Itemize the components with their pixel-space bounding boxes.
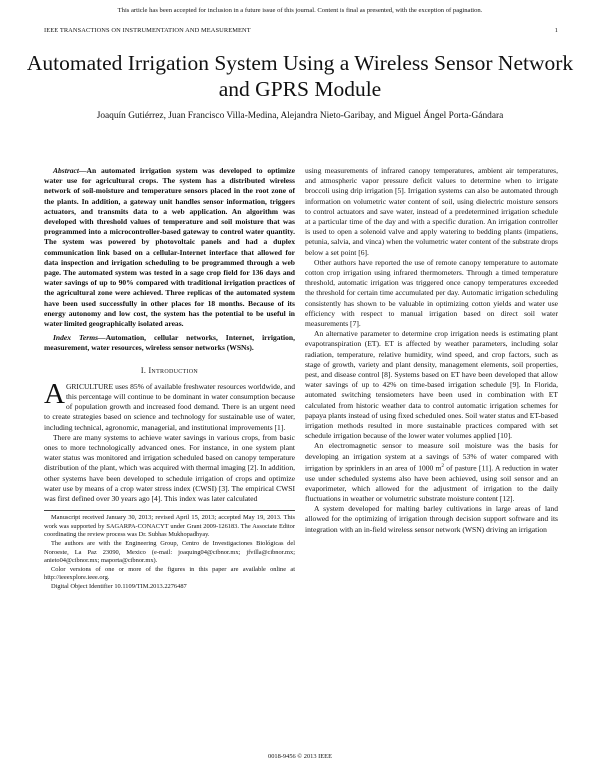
footnote-doi: Digital Object Identifier 10.1109/TIM.2013.2276487: [51, 583, 187, 591]
right-paragraph-4: [305, 441, 558, 504]
right-column: [305, 166, 558, 535]
page-number: 1: [554, 27, 558, 34]
footnote-color: Color versions of one or more of the figures in this paper are available online at http://ieeexplore.ieee.org.: [44, 565, 295, 582]
author-list: Joaquín Gutiérrez, Juan Francisco Villa-Medina, Alejandra Nieto-Garibay, and Miguel Ángel Porta-Gándara: [96, 111, 504, 121]
section-heading-introduction: I. Introduction: [140, 365, 199, 375]
intro-paragraph-1-text: GRICULTURE uses 85% of available freshwater resources worldwide, and this percentage will continue to be dominant in water consumption because of population growth and increased food demand. There is an urgent need to create strategies based on science and technology for sustainable use of water, including technical, agronomic, managerial, and institutional improvements [1].: [44, 381, 295, 432]
right-paragraph-4-a: An electromagnetic sensor to measure soil moisture was the basis for developing an irrigation system at a savings of 53% of water compared with irrigation by sprinklers in an area of 1000 m: [305, 441, 558, 473]
journal-name: IEEE TRANSACTIONS ON INSTRUMENTATION AND MEASUREMENT: [44, 27, 251, 34]
superscript-2: 2: [441, 463, 444, 469]
abstract-text: —An automated irrigation system was developed to optimize water use for agricultural crops. The system has a distributed wireless network of soil-moisture and temperature sensors placed in the root zone of the plants. In addition, a gateway unit handles sensor information, triggers actuators, and transmits data to a web application. An algorithm was developed with threshold values of temperature and soil moisture that was programmed into a microcontroller-based gateway to control water quantity. The system was powered by photovoltaic panels and had a duplex communication link based on a cellular-Internet interface that allowed for data inspection and irrigation scheduling to be programmed through a web page. The automated system was tested in a sage crop field for 136 days and water savings of up to 90% compared with traditional irrigation practices of the agricultural zone were achieved. Three replicas of the automated system have been used successfully in other places for 18 months. Because of its energy autonomy and low cost, the system has the potential to be useful in water limited geographically isolated areas.: [44, 166, 295, 329]
drop-cap: A: [44, 377, 65, 410]
right-paragraph-4-b: of pasture [11]. A reduction in water use under scheduled systems also have been achieved, using soil sensor and an evaporimeter, which allowed for the adjustment of irrigation to the daily fluctuations in weather or volumetric substrate moisture content [12].: [305, 463, 559, 504]
right-paragraph-1: using measurements of infrared canopy temperatures, ambient air temperatures, and atmospheric vapor pressure deficit values to determine when to irrigate broccoli using drip irrigation [5]. Irrigation systems can also be automated through information on volumetric water content of soil, using dielectric moisture sensors to control actuators and save water, instead of a predetermined irrigation schedule at a particular time of the day and with a specific duration. An irrigation controller is used to open a solenoid valve and apply watering to bedding plants (impatiens, petunia, salvia, and vinca) when the volumetric water content of the substrate drops below a set point [6].: [305, 166, 558, 257]
footnote-affiliation: The authors are with the Engineering Group, Centro de Investigaciones Biológicas del Noroeste, La Paz 23090, Mexico (e-mail: joaquing04@cibnor.mx; jfvilla@cibnor.mx; anieto04@cibnor.mx; maporta@cibnor.mx).: [44, 540, 295, 565]
index-terms: [44, 333, 295, 353]
acceptance-banner: This article has been accepted for inclusion in a future issue of this journal. Content is final as presented, with the exception of pagination.: [117, 7, 483, 14]
copyright-footer: 0018-9456 © 2013 IEEE: [268, 753, 332, 760]
intro-paragraph-2: There are many systems to achieve water savings in various crops, from basic ones to more technologically advanced ones. For instance, in one system plant water status was monitored and irrigation scheduled based on canopy temperature distribution of the plant, which was acquired with thermal imaging [2]. In addition, other systems have been developed to schedule irrigation of crops and optimize water use by means of a crop water stress index (CWSI) [3]. The empirical CWSI was first defined over 30 years ago [4]. This index was later calculated: [44, 432, 295, 504]
intro-paragraph-1: [44, 377, 295, 433]
abstract-label: Abstract: [53, 166, 79, 175]
left-column: [44, 166, 295, 592]
running-header: [44, 27, 558, 34]
index-terms-text: —Automation, cellular networks, Internet, irrigation, measurement, water resources, wireless sensor networks (WSNs).: [44, 333, 295, 353]
footnotes: [44, 510, 295, 591]
right-paragraph-5: A system developed for malting barley cultivations in large areas of land allowed for the optimizing of irrigation through decision support software and its integration with an in-field wireless sensor network (WSN) driving an irrigation: [305, 504, 558, 534]
footnote-manuscript: Manuscript received January 30, 2013; revised April 15, 2013; accepted May 19, 2013. This work was supported by SAGARPA-CONACYT under Grant 2009-126183. The Associate Editor coordinating the review process was Dr. Subhas Mukhopadhyay.: [44, 514, 295, 539]
index-terms-label: Index Terms: [53, 333, 99, 343]
right-paragraph-2: Other authors have reported the use of remote canopy temperature to automate cotton crop irrigation using infrared thermometers. Through a timed temperature threshold, automatic irrigation was triggered once canopy temperatures exceeded the threshold for certain time accumulated per day. Automatic irrigation scheduling consistently has shown to be valuable in optimizing cotton yields and water use efficiency with respect to manual irrigation based on direct soil water measurements [7].: [305, 257, 558, 329]
paper-title: Automated Irrigation System Using a Wireless Sensor Network and GPRS Module: [26, 51, 574, 101]
abstract: [44, 166, 295, 329]
right-paragraph-3: An alternative parameter to determine crop irrigation needs is estimating plant evapotranspiration (ET). ET is affected by weather parameters, including solar radiation, temperature, relative humidity, wind speed, and crop factors, such as stage of growth, variety and plant density, management elements, soil properties, pest, and disease control [8]. Systems based on ET have been developed that allow water savings of up to 42% on time-based irrigation schedule [9]. In Florida, automated switching tensiometers have been used in combination with ET calculated from historic weather data to control automatic irrigation schemes for papaya plants instead of using fixed scheduled ones. Soil water status and ET-based irrigation methods resulted in more sustainable practices compared with set schedule irrigation because of the lower water volumes applied [10].: [305, 329, 558, 441]
